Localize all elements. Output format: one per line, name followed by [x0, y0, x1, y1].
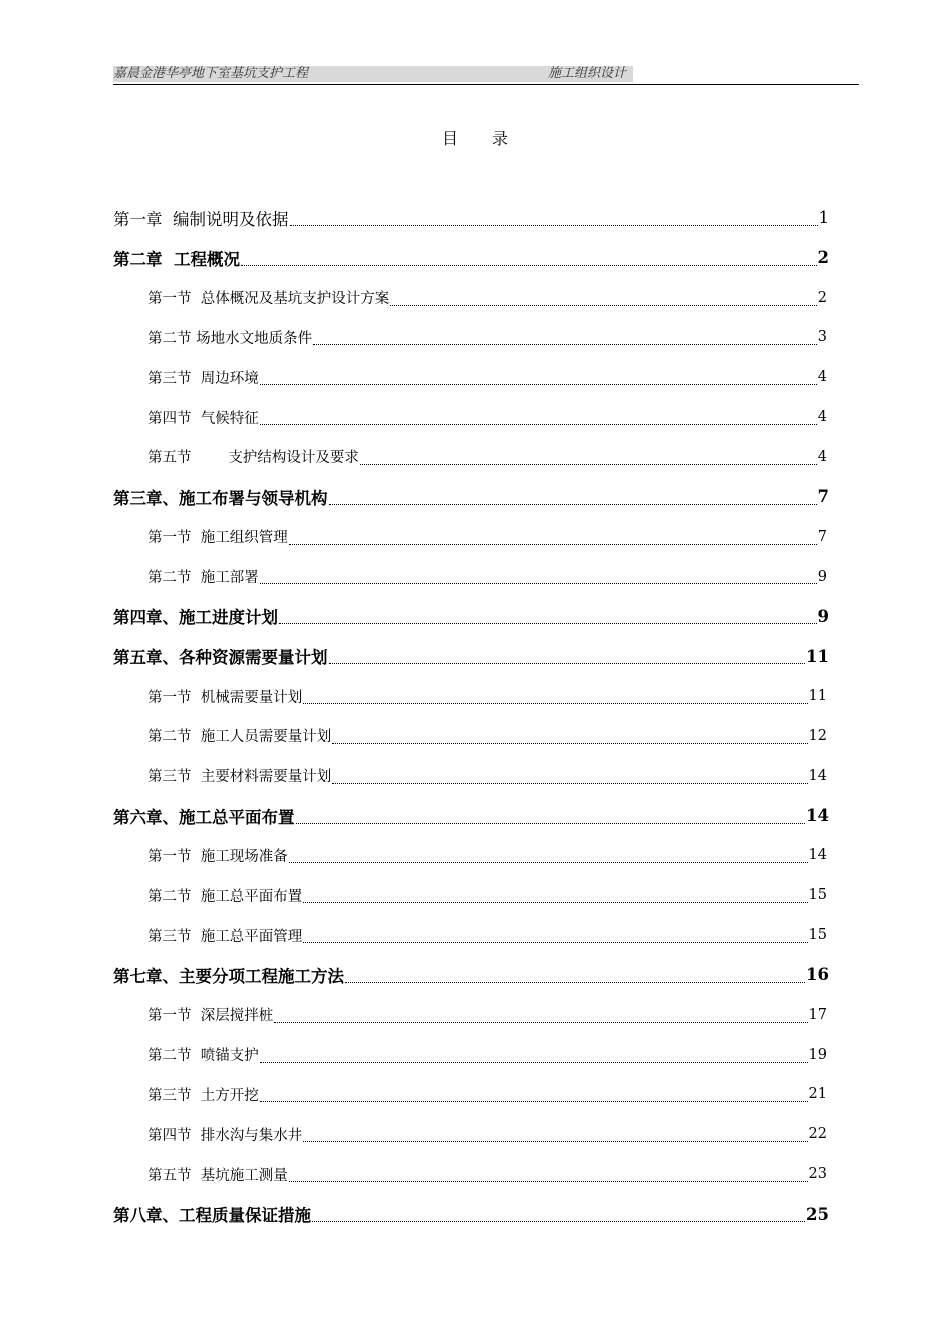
toc-section-entry[interactable] — [113, 756, 829, 796]
toc-leader-dots — [329, 662, 806, 664]
toc-leader-dots — [260, 383, 817, 385]
toc-entry-label: 第三节 土方开挖 — [148, 1087, 259, 1104]
toc-entry-page-number: 4 — [817, 448, 827, 465]
toc-chapter-entry[interactable] — [113, 477, 829, 517]
toc-section-entry[interactable] — [113, 318, 829, 358]
toc-leader-dots — [260, 1061, 808, 1063]
toc-chapter-entry[interactable] — [113, 198, 829, 238]
toc-chapter-entry[interactable] — [113, 955, 829, 995]
header-project-name: 嘉晨金港华亭地下室基坑支护工程 — [113, 66, 633, 82]
toc-section-entry[interactable] — [113, 278, 829, 318]
toc-entry-label: 第一节 总体概况及基坑支护设计方案 — [148, 291, 390, 308]
toc-section-entry[interactable] — [113, 1154, 829, 1194]
toc-entry-page-number: 23 — [808, 1166, 827, 1183]
toc-entry-label: 第六章、施工总平面布置 — [113, 807, 295, 827]
toc-entry-page-number: 3 — [817, 329, 827, 346]
toc-entry-page-number: 21 — [808, 1086, 827, 1103]
toc-leader-dots — [303, 1140, 807, 1142]
toc-entry-label: 第四节 排水沟与集水井 — [148, 1127, 303, 1144]
toc-entry-page-number: 9 — [817, 568, 827, 585]
toc-entry-label: 第二节 施工总平面布置 — [148, 888, 303, 905]
toc-entry-label: 第八章、工程质量保证措施 — [113, 1206, 311, 1226]
toc-section-entry[interactable] — [113, 437, 829, 477]
toc-entry-page-number: 9 — [817, 606, 829, 626]
toc-leader-dots — [303, 941, 807, 943]
toc-leader-dots — [332, 782, 807, 784]
toc-entry-label: 第三节 施工总平面管理 — [148, 928, 303, 945]
toc-section-entry[interactable] — [113, 915, 829, 955]
toc-entry-label: 第一节 机械需要量计划 — [148, 689, 303, 706]
toc-entry-page-number: 4 — [817, 369, 827, 386]
toc-leader-dots — [260, 582, 817, 584]
toc-entry-label: 第一节 深层搅拌桩 — [148, 1008, 274, 1025]
toc-entry-label: 第二节 场地水文地质条件 — [148, 330, 313, 347]
header-document-type: 施工组织设计 — [548, 66, 627, 81]
toc-leader-dots — [289, 543, 817, 545]
toc-section-entry[interactable] — [113, 836, 829, 876]
toc-entry-label: 第一章 编制说明及依据 — [113, 209, 289, 229]
toc-entry-label: 第五节 支护结构设计及要求 — [148, 450, 359, 467]
toc-section-entry[interactable] — [113, 397, 829, 437]
toc-chapter-entry[interactable] — [113, 238, 829, 278]
toc-leader-dots — [279, 622, 817, 624]
toc-entry-page-number: 14 — [806, 806, 829, 826]
toc-leader-dots — [290, 224, 818, 226]
toc-entry-page-number: 2 — [817, 289, 827, 306]
toc-section-entry[interactable] — [113, 676, 829, 716]
toc-section-entry[interactable] — [113, 875, 829, 915]
toc-entry-label: 第五节 基坑施工测量 — [148, 1167, 288, 1184]
toc-leader-dots — [332, 742, 807, 744]
toc-entry-page-number: 25 — [806, 1204, 829, 1224]
toc-entry-page-number: 4 — [817, 409, 827, 426]
toc-section-entry[interactable] — [113, 517, 829, 557]
toc-entry-page-number: 14 — [808, 767, 827, 784]
toc-entry-page-number: 14 — [808, 847, 827, 864]
toc-section-entry[interactable] — [113, 716, 829, 756]
toc-leader-dots — [241, 264, 817, 266]
toc-entry-label: 第三节 主要材料需要量计划 — [148, 769, 332, 786]
table-of-contents — [113, 198, 829, 1234]
toc-entry-page-number: 1 — [818, 208, 829, 228]
toc-entry-label: 第四节 气候特征 — [148, 410, 259, 427]
toc-entry-page-number: 7 — [817, 528, 827, 545]
toc-section-entry[interactable] — [113, 557, 829, 597]
toc-entry-page-number: 2 — [817, 248, 829, 268]
toc-entry-label: 第一节 施工组织管理 — [148, 530, 288, 547]
toc-entry-label: 第二节 喷锚支护 — [148, 1048, 259, 1065]
toc-leader-dots — [260, 423, 817, 425]
toc-title: 目录 — [441, 129, 542, 148]
toc-entry-label: 第四章、施工进度计划 — [113, 608, 278, 628]
toc-leader-dots — [329, 503, 817, 505]
toc-section-entry[interactable] — [113, 995, 829, 1035]
toc-entry-page-number: 11 — [808, 688, 827, 705]
toc-entry-page-number: 15 — [808, 887, 827, 904]
toc-entry-page-number: 16 — [806, 965, 829, 985]
toc-entry-label: 第一节 施工现场准备 — [148, 848, 288, 865]
toc-chapter-entry[interactable] — [113, 636, 829, 676]
toc-entry-page-number: 22 — [808, 1126, 827, 1143]
toc-section-entry[interactable] — [113, 1075, 829, 1115]
toc-entry-label: 第七章、主要分项工程施工方法 — [113, 966, 344, 986]
toc-leader-dots — [360, 463, 817, 465]
toc-leader-dots — [303, 901, 807, 903]
toc-chapter-entry[interactable] — [113, 796, 829, 836]
toc-entry-label: 第三节 周边环境 — [148, 370, 259, 387]
toc-leader-dots — [260, 1100, 808, 1102]
toc-leader-dots — [274, 1021, 807, 1023]
toc-entry-page-number: 17 — [808, 1006, 827, 1023]
toc-chapter-entry[interactable] — [113, 596, 829, 636]
toc-leader-dots — [289, 1180, 808, 1182]
toc-entry-page-number: 19 — [808, 1046, 827, 1063]
toc-entry-label: 第五章、各种资源需要量计划 — [113, 648, 328, 668]
toc-section-entry[interactable] — [113, 1114, 829, 1154]
toc-leader-dots — [313, 343, 817, 345]
toc-entry-page-number: 15 — [808, 927, 827, 944]
page-header — [113, 64, 859, 85]
toc-leader-dots — [312, 1220, 805, 1222]
toc-entry-label: 第二节 施工人员需要量计划 — [148, 729, 332, 746]
toc-entry-page-number: 12 — [808, 727, 827, 744]
toc-chapter-entry[interactable] — [113, 1194, 829, 1234]
toc-entry-label: 第三章、施工布署与领导机构 — [113, 488, 328, 508]
toc-leader-dots — [296, 822, 806, 824]
toc-entry-label: 第二章 工程概况 — [113, 249, 240, 269]
toc-entry-page-number: 7 — [817, 487, 829, 507]
toc-leader-dots — [345, 981, 805, 983]
toc-entry-page-number: 11 — [806, 646, 829, 666]
toc-entry-label: 第二节 施工部署 — [148, 570, 259, 587]
toc-leader-dots — [390, 304, 817, 306]
toc-leader-dots — [303, 702, 807, 704]
toc-leader-dots — [289, 861, 808, 863]
toc-section-entry[interactable] — [113, 357, 829, 397]
toc-section-entry[interactable] — [113, 1035, 829, 1075]
